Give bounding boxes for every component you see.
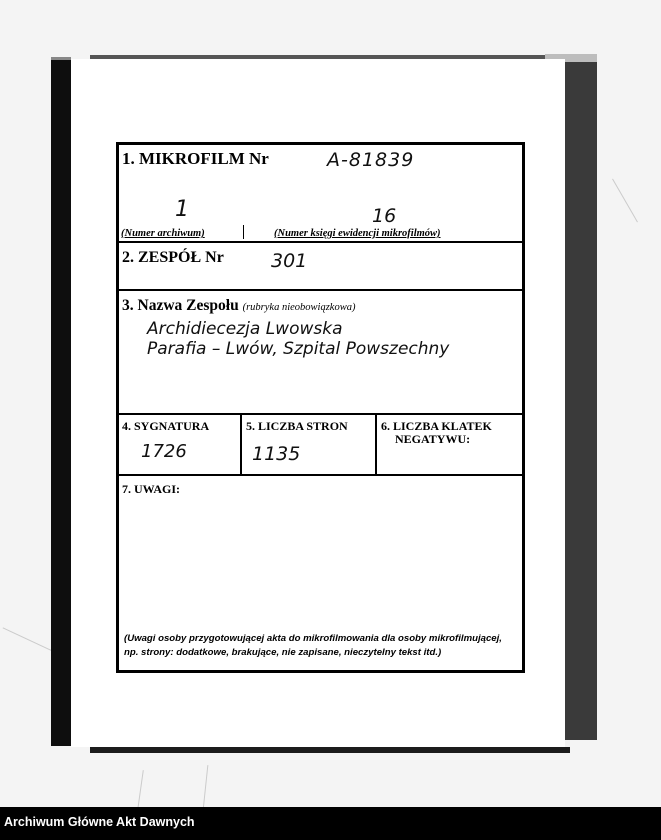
fonds-name-label — [122, 297, 355, 315]
microfilm-label: 1. MIKROFILM Nr — [122, 149, 269, 168]
section-signature-pages-frames — [119, 415, 522, 476]
frame-count-label-line1: 6. LICZBA KLATEK — [381, 419, 492, 433]
column-divider — [240, 415, 242, 474]
fonds-label: 2. ZESPÓŁ Nr — [122, 249, 224, 266]
fonds-number: 301 — [271, 250, 308, 272]
ledger-number: 16 — [372, 205, 397, 227]
ledger-number-caption: (Numer księgi ewidencji mikrofilmów) — [274, 228, 441, 239]
footer-bar — [0, 807, 661, 840]
background-scratch — [203, 765, 209, 810]
page-count-label: 5. LICZBA STRON — [246, 419, 348, 433]
section-remarks — [119, 476, 522, 670]
page-shadow-right — [565, 62, 597, 740]
fonds-name-optional-note: (rubryka nieobowiązkowa) — [242, 302, 356, 313]
fonds-name-line1: Archidiecezja Lwowska — [147, 319, 343, 339]
signature-label: 4. SYGNATURA — [122, 419, 210, 433]
section-fonds — [119, 243, 522, 291]
microfilm-number: A-81839 — [327, 149, 415, 171]
archive-number: 1 — [175, 197, 189, 222]
page-count-value: 1135 — [252, 443, 301, 465]
background-scratch — [3, 627, 58, 653]
fonds-name-line2: Parafia – Lwów, Szpital Powszechny — [147, 339, 450, 359]
background-scratch — [137, 770, 144, 810]
column-divider — [375, 415, 377, 474]
signature-value: 1726 — [141, 441, 187, 462]
page-shadow-bottom — [90, 747, 570, 753]
background-scratch — [612, 179, 638, 223]
archive-number-caption: (Numer archiwum) — [121, 228, 205, 239]
section-fonds-name — [119, 291, 522, 415]
fonds-name-label-text: 3. Nazwa Zespołu — [122, 297, 239, 314]
frame-count-label-line2: NEGATYWU: — [395, 432, 471, 446]
remarks-label: 7. UWAGI: — [122, 482, 181, 496]
remarks-instructions-line2: np. strony: dodatkowe, brakujące, nie zapisane, nieczytelny tekst itd.) — [124, 647, 442, 658]
remarks-instructions-line1: (Uwagi osoby przygotowującej akta do mikrofilmowania dla osoby mikrofilmującej, — [124, 633, 502, 644]
page-shadow-left — [51, 60, 71, 746]
microfilm-form — [116, 142, 525, 673]
archive-caption: Archiwum Główne Akt Dawnych — [4, 815, 195, 829]
section-microfilm — [119, 145, 522, 243]
caption-divider — [243, 225, 244, 239]
